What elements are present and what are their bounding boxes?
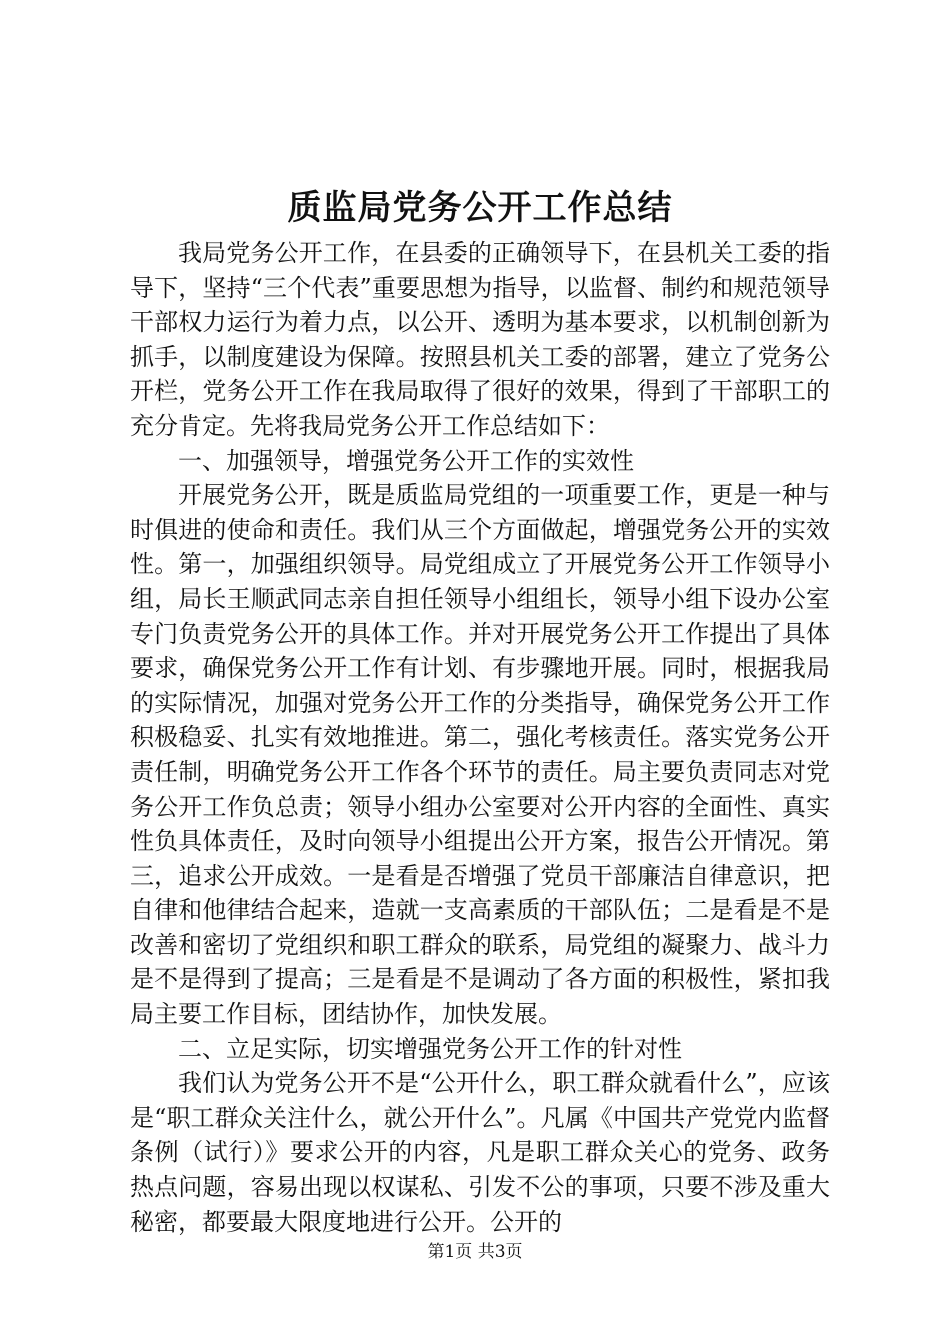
paragraph-section-1: 开展党务公开，既是质监局党组的一项重要工作，更是一种与时俱进的使命和责任。我们从三个方面做起，增强党务公开的实效性。第一，加强组织领导。局党组成立了开展党务公开工作领导小组，局长王顺武同志亲自担任领导小组组长，领导小组下设办公室专门负责党务公开的具体工作。并对开展党务公开工作提出了具体要求，确保党务公开工作有计划、有步骤地开展。同时，根据我局的实际情况，加强对党务公开工作的分类指导，确保党务公开工作积极稳妥、扎实有效地推进。第二，强化考核责任。落实党务公开责任制，明确党务公开工作各个环节的责任。局主要负责同志对党务公开工作负总责；领导小组办公室要对公开内容的全面性、真实性负具体责任，及时向领导小组提出公开方案，报告公开情况。第三，追求公开成效。一是看是否增强了党员干部廉洁自律意识，把自律和他律结合起来，造就一支高素质的干部队伍；二是看是不是改善和密切了党组织和职工群众的联系，局党组的凝聚力、战斗力是不是得到了提高；三是看是不是调动了各方面的积极性，紧扣我局主要工作目标，团结协作，加快发展。 [130, 481, 830, 1029]
page-footer: 第1页 共3页 [427, 1242, 523, 1262]
document-title: 质监局党务公开工作总结 [287, 188, 673, 228]
paragraph-section-2: 我们认为党务公开不是“公开什么，职工群众就看什么”，应该是“职工群众关注什么，就公开什么”。凡属《中国共产党党内监督条例（试行）》要求公开的内容，凡是职工群众关心的党务、政务热点问题，容易出现以权谋私、引发不公的事项，只要不涉及重大秘密，都要最大限度地进行公开。公开的 [130, 1069, 830, 1236]
document-body [130, 236, 830, 1239]
section-heading-1: 一、加强领导，增强党务公开工作的实效性 [178, 446, 634, 475]
document-page [130, 0, 830, 1344]
section-heading-2: 二、立足实际，切实增强党务公开工作的针对性 [178, 1034, 682, 1063]
paragraph-intro: 我局党务公开工作，在县委的正确领导下，在县机关工委的指导下，坚持“三个代表”重要思想为指导，以监督、制约和规范领导干部权力运行为着力点，以公开、透明为基本要求，以机制创新为抓手，以制度建设为保障。按照县机关工委的部署，建立了党务公开栏，党务公开工作在我局取得了很好的效果，得到了干部职工的充分肯定。先将我局党务公开工作总结如下： [130, 239, 830, 440]
